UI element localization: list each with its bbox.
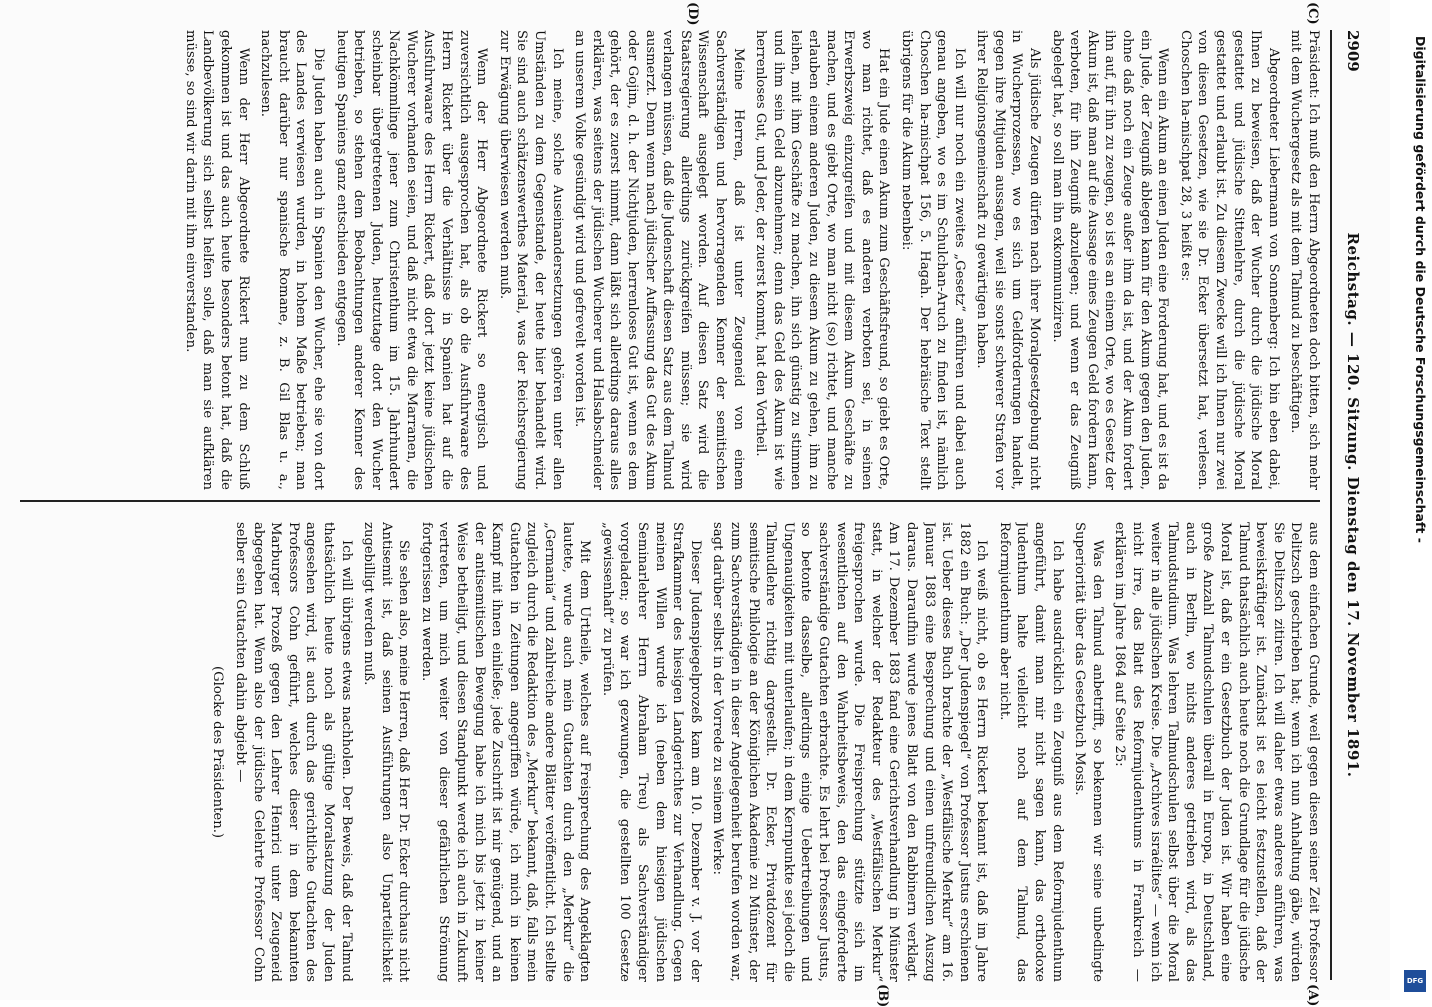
- page-number: 2909: [1344, 30, 1362, 72]
- paragraph: aus dem einfachen Grunde, weil gegen diesen seiner Zeit Professor Delitzsch geschrieben hat; wenn ich nun Anhaltung gäbe, würden Sie Delitzsch zitiren. Ich will daher etwas anderes anführen, was beweiskräftiger ist. Zunächst ist es leicht festzustellen, daß der Talmud thatsächlich auch heute noch die Grundlage für die jüdische Moral ist, daß er ein Gesetzbuch der Juden ist. Wir haben eine große Anzahl Talmudschulen überall in Europa, in Deutschland, auch in Berlin, wo nichts anderes getrieben wird, als das Talmudstudium. Was lehren Talmudschulen selbst über die Moral weiter in alle jüdischen Kreise. Die „Archives israélites“ — wenn ich nicht irre, das Blatt des Reformjudenthums in Frankreich — erklären im Jahre 1864 auf Seite 25:: [1112, 522, 1321, 982]
- page-header: [1336, 30, 1362, 980]
- paragraph: Meine Herren, daß ist unter Zeugeneid von einem Sachverständigen und hervorragenden Kenner der semitischen Wissenschaft ausgelegt worden. Auf diesen Satz wird die Staatsregierung allerdings zurückgreifen müssen; sie wird verlangen müssen, daß die Judenschaft diesen Satz aus dem Talmud ausmerzt. Denn wenn nach jüdischer Auffassung das Gut des Akum oder Gojim, d. h. der Nichtjuden, herrenloses Gut ist, wenn es dem gehört, der es zuerst nimmt, dann läßt sich allerdings daraus alles erklären, was seitens der jüdischen Wucherer und Halsabschneider an unserem Volke gesündigt wird und gefrevelt worden ist.: [572, 30, 746, 490]
- paragraph: Ich habe ausdrücklich ein Zeugniß aus dem Reformjudenthum angeführt, damit man mir nicht sagen kann, das orthodoxe Judenthum halte vielleicht noch auf dem Talmud, das Reformjudenthum aber nicht.: [996, 522, 1065, 982]
- paragraph: Die Juden haben auch in Spanien den Wucher, ehe sie von dort des Landes verwiesen wurden, in hohem Maße betrieben; man braucht darüber nur spanische Romane, z. B. Gil Blas u. a., nachzulesen.: [258, 30, 326, 490]
- paragraph: Hat ein Jude einen Akum zum Geschäftsfreund, so giebt es Orte, wo man richtet, daß es anderen verboten sei, in seinen Erwerbszweig einzugreifen und mit diesem Akum Geschäfte zu machen, und es giebt Orte, wo man nicht (so) richtet, und manche erlauben einem anderen Juden, zu diesem Akum zu gehen, ihm zu leihen, mit ihm Geschäfte zu machen, ihn sich günstig zu stimmen und ihm sein Geld abzunehmen; denn das Geld des Akum ist wie herrenloses Gut, und Jeder, der zuerst kommt, hat den Vortheil.: [753, 30, 892, 490]
- paragraph: Ich will übrigens etwas nachholen. Der Beweis, daß der Talmud thatsächlich heute noch als gültige Moralsatzung der Juden angesehen wird, ist auch durch das gerichtliche Gutachten des Professors Cohn geführt, welches dieser in dem bekannten Marburger Prozeß gegen den Lehrer Henrici unter Zeugeneid abgegeben hat. Wenn also der jüdische Gelehrte Professor Cohn selber sein Gutachten dahin abgiebt —: [232, 522, 354, 982]
- right-column: [22, 522, 1322, 982]
- paragraph: Ich meine, solche Auseinandersetzungen gehören unter allen Umständen zu dem Gegenstande, der heute hier behandelt wird. Sie sind auch schätzenswerthes Material, was der Reichsregierung zur Erwägung überwiesen werden muß.: [496, 30, 565, 490]
- margin-marker-d: (D): [685, 2, 700, 26]
- paragraph: Ich weiß nicht, ob es Herrn Rickert bekannt ist, daß im Jahre 1882 ein Buch: „Der Judenspiegel“ von Professor Justus erschienen ist. Ueber dieses Buch brachte der „Westfälische Merkur“ am 16. Januar 1883 eine Besprechung und einen unfreundlichen Auszug daraus. Daraufhin wurde jenes Blatt von den Rabbinern verklagt. Am 17. Dezember 1883 fand eine Gerichtsverhandlung in Münster statt, in welcher der Redakteur des „Westfälischen Merkur“ freigesprochen wurde. Die Freisprechung stützte sich im wesentlichen auf den Wahrheitsbeweis, den das eingeforderte sachverständige Gutachten erbrachte. Es lehrt bei Professor Justus, so betonte dasselbe, allerdings einige Uebertreibungen und Ungenauigkeiten mit unterlaufen; in dem Kernpunkte sei jedoch die Talmudlehre richtig dargestellt. Dr. Ecker, Privatdozent für semitische Philologie an der Königlichen Akademie zu Münster, der zum Sachverständigen in dieser Angelegenheit berufen worden war, sagt darüber selbst in der Vorrede zu seinem Werke:: [710, 522, 990, 982]
- margin-marker-c: (C): [1305, 2, 1320, 25]
- paragraph: Wenn der Herr Abgeordnete Rickert nun zu dem Schluß gekommen ist und das auch heute besonders betont hat, daß die Landbevölkerung sich selbst helfen solle, daß man sie aufklären müsse, so sind wir darin mit ihm einverstanden.: [182, 30, 251, 490]
- quote-paragraph: Was den Talmud anbetrifft, so bekennen wir seine unbedingte Superiorität über das Gesetzbuch Mosis.: [1072, 522, 1105, 982]
- paragraph: Sie sehen also, meine Herren, daß Herr Dr. Ecker durchaus nicht Antisemit ist, daß seinen Ausführungen also Unparteilichkeit zugebilligt werden muß.: [361, 522, 412, 982]
- quote-paragraph: Dieser Judenspiegelprozeß kam am 10. Dezember v. J. vor der Strafkammer des hiesigen Landgerichtes zur Verhandlung. Gegen meinen Willen wurde ich (neben dem hiesigen jüdischen Seminarlehrer Herrn Abraham Treu) als Sachverständiger vorgeladen; so war ich gezwungen, die gestellten 100 Gesetze „gewissenhaft“ zu prüfen.: [599, 522, 703, 982]
- paragraph: Ich will nur noch ein zweites „Gesetz“ anführen und dabei auch genau angeben, wo es im Schulchan-Aruch zu finden ist, nämlich Choschen ha-mischpat 156, 5. Hagah. Der hebräische Text stellt übrigens für die Akum nebenbei:: [898, 30, 967, 490]
- paragraph: Wenn ein Akum an einen Juden eine Forderung hat, und es ist da ein Jude, der Zeugniß ablegen kann für den Akum gegen den Juden, ohne daß noch ein Zeuge außer ihm da ist, und der Akum fordert ihn auf, für ihn zu zeugen, so ist es an einem Orte, wo es Gesetz der Akum ist, daß man auf die Aussage eines Zeugen Geld fordern kann, verboten, für ihn Zeugniß abzulegen; und wenn er das Zeugniß abgelegt hat, so soll man ihn exkommuniziren.: [1049, 30, 1171, 490]
- paragraph: Wenn der Herr Abgeordnete Rickert so energisch und zuversichtlich ausgesprochen hat, als ob die Ausfuhrwaare des Herrn Rickert über die Verhältnisse in Spanien hat auf die Ausfuhrwaare des Herrn Rickert, daß dort jetzt keine jüdischen Wucherer vorhanden seien, und daß nicht etwa die Marranen, die Nachkömmlinge jener zum Christenthum im 15. Jahrhundert scheinbar übergetretenen Juden, heutzutage dort den Wucher betrieben, so stehen dem Beobachtungen anderer Kenner des heutigen Spaniens ganz entschieden entgegen.: [333, 30, 490, 490]
- column-divider: [20, 500, 1320, 502]
- dfg-logo: DFG: [1404, 970, 1426, 992]
- running-head: Reichstag. — 120. Sitzung. Dienstag den 17. November 1891.: [1344, 232, 1362, 778]
- quote-paragraph: Mit dem Urtheile, welches auf Freisprechung des Angeklagten lautete, wurde auch mein Gutachten durch den „Merkur“ die „Germania“ und zahlreiche andere Blätter veröffentlicht. Ich stellte zugleich durch die Redaktion des „Merkur“ bekannt, daß, falls mein Gutachten in Zeitungen angegriffen würde, ich mich in keinen Kampf mit ihnen einließe; jede Zuschrift ist mir genügend, und an der antisemitischen Bewegung habe ich mich bis jetzt in keiner Weise betheiligt, und diesen Standpunkt werde ich auch in Zukunft vertreten, um mich weiter von dieser gefährlichen Strömung fortgerissen zu werden.: [418, 522, 593, 982]
- paragraph: Abgeordneter Liebermann von Sonnenberg: Ich bin eben dabei, Ihnen zu beweisen, daß der Wucher durch die jüdische Moral gestattet und jüdische Sittenlehre, durch die jüdische Moral gestattet und erlaubt ist. Zu diesem Zwecke will ich Ihnen nur zwei von diesen Gesetzen, wie sie Dr. Ecker übersetzt hat, verlesen. Choschen ha-mischpat 28, 3 heißt es:: [1177, 30, 1281, 490]
- paragraph: Präsident: Ich muß den Herrn Abgeordneten doch bitten, sich mehr mit dem Wuchergesetz als mit dem Talmud zu beschäftigen.: [1288, 30, 1321, 490]
- digitization-note: [1400, 0, 1432, 1000]
- margin-marker-b: (B): [875, 984, 890, 1007]
- left-column: [22, 30, 1322, 490]
- margin-marker-a: (A): [1305, 984, 1320, 1007]
- stage-direction: (Glocke des Präsidenten.): [210, 665, 226, 839]
- header-rule: [1330, 30, 1332, 980]
- funding-note-text: Digitalisierung gefördert durch die Deutsche Forschungsgemeinschaft -: [1413, 36, 1428, 543]
- paragraph: Als jüdische Zeugen dürfen nach ihrer Moralgesetzgebung nicht in Wucherprozessen, wo es sich um Geldforderungen handelt, gegen ihre Mitjuden aussagen, weil sie sonst schwerer Strafen vor ihrer Religionsgemeinschaft zu gewärtigen haben.: [974, 30, 1043, 490]
